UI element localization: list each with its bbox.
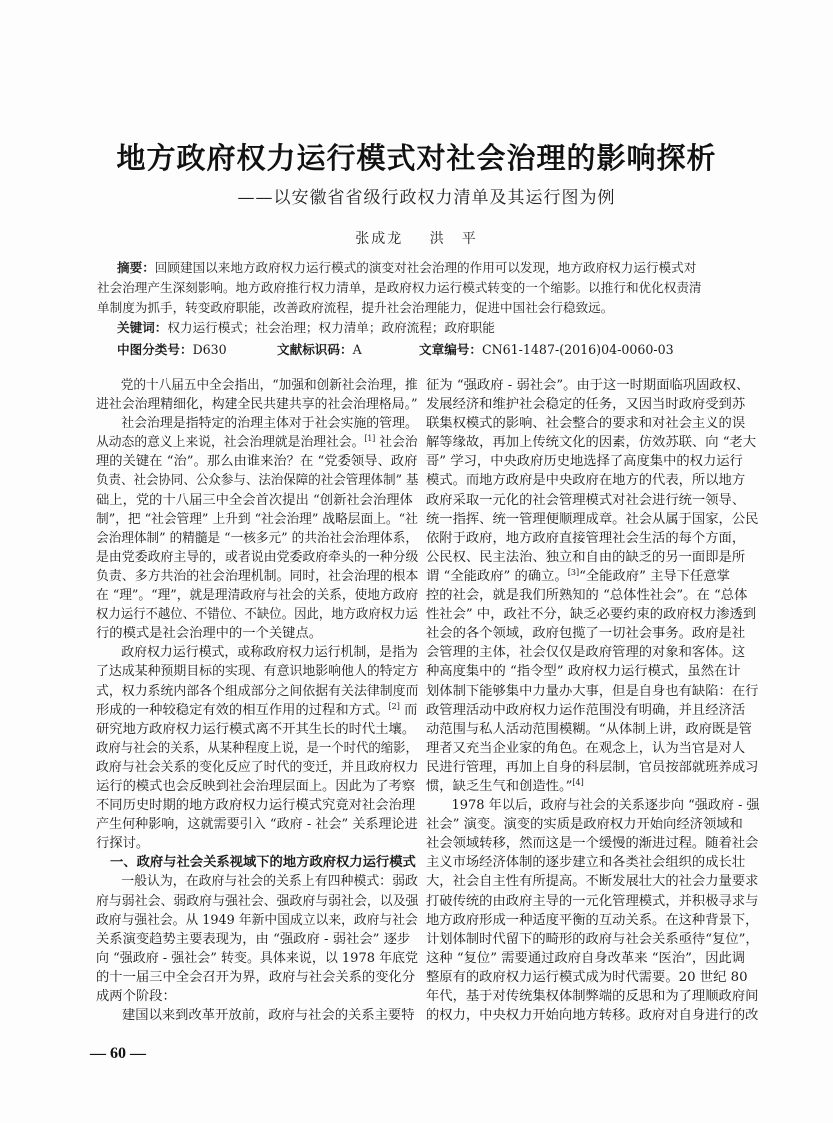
document-code xyxy=(277,340,362,360)
article-no-label: 文章编号： xyxy=(419,342,482,357)
line-text: 解等缘故，再加上传统文化的因素，仿效苏联、向 “老大 xyxy=(426,435,757,451)
line-text: 负责、多方共治的社会治理机制。同时，社会治理的根本 xyxy=(96,568,419,584)
line-text: 模式。而地方政府是中央政府在地方的代表，所以地方 xyxy=(426,473,746,489)
body-line xyxy=(426,452,760,471)
body-line xyxy=(96,720,418,739)
body-line xyxy=(96,548,419,567)
line-text: 行的模式是社会治理中的一个关键点。 xyxy=(96,626,323,642)
abstract-label: 摘要： xyxy=(117,260,155,275)
body-line xyxy=(96,796,418,815)
body-line xyxy=(96,510,418,529)
page-number: — 60 — xyxy=(90,1045,146,1062)
line-text: 统一指挥、统一管理便顺理成章。社会从属于国家，公民 xyxy=(426,511,759,527)
keywords-label: 关键词： xyxy=(117,320,168,335)
body-line xyxy=(426,739,760,758)
body-line xyxy=(426,586,760,605)
line-text: 性社会” 中，政社不分，缺乏必要约束的政府权力渗透到 xyxy=(426,607,757,623)
line-text-after-ref: 社会治 xyxy=(375,435,418,451)
abstract-text: 回顾建国以来地方政府权力运行模式的演变对社会治理的作用可以发现，地方政府权力运行模式对 xyxy=(154,260,697,275)
body-line xyxy=(96,701,418,720)
body-line xyxy=(96,777,418,796)
line-text: 公民权、民主法治、独立和自由的缺乏的另一面即是所 xyxy=(426,549,746,565)
author-name: 洪 平 xyxy=(429,231,478,247)
clc-value: D630 xyxy=(192,342,227,357)
line-text: 从动态的意义上来说，社会治理就是治理社会。 xyxy=(96,435,365,451)
line-text: 府与弱社会、弱政府与强社会、强政府与弱社会，以及强 xyxy=(96,893,419,909)
line-text: 民进行管理，再加上自身的科层制，官员按部就班养成习 xyxy=(426,759,759,775)
body-line xyxy=(96,471,419,490)
body-line xyxy=(426,510,760,529)
body-line xyxy=(96,624,418,643)
body-line xyxy=(96,662,419,681)
classification-row xyxy=(117,340,757,360)
body-line xyxy=(96,643,418,662)
citation-ref: [1] xyxy=(364,434,376,444)
body-line xyxy=(426,682,760,701)
body-line xyxy=(426,605,760,624)
body-line xyxy=(96,758,419,777)
body-column-right xyxy=(426,376,760,1025)
body-line xyxy=(426,853,760,872)
abstract xyxy=(97,258,747,338)
body-line xyxy=(96,815,418,834)
body-line xyxy=(426,567,760,586)
line-text: 产生何种影响，这就需要引入 “政府 - 社会” 关系理论进 xyxy=(96,817,418,833)
line-text: 会治理体制” 的精髓是 “一核多元” 的共治社会治理体系， xyxy=(96,530,418,546)
body-line xyxy=(426,930,760,949)
body-line xyxy=(96,567,419,586)
doc-code-label: 文献标识码： xyxy=(277,342,353,357)
body-line xyxy=(96,968,418,987)
line-text: 成两个阶段： xyxy=(96,989,176,1004)
line-text: 依附于政府，地方政府直接管理社会生活的每个方面， xyxy=(426,530,746,546)
line-text: 惯，缺乏生气和创造性。” xyxy=(426,778,573,794)
body-line xyxy=(426,796,760,815)
keywords xyxy=(97,318,747,338)
body-line xyxy=(96,1006,418,1025)
body-line xyxy=(426,433,760,452)
doc-code-value: A xyxy=(352,342,362,357)
line-text: 种高度集中的 “指令型” 政府权力运行模式，虽然在计 xyxy=(426,664,741,680)
body-line xyxy=(426,987,760,1006)
line-text: 关系演变趋势主要表现为，由 “强政府 - 弱社会” 逐步 xyxy=(96,931,411,947)
body-line xyxy=(426,414,760,433)
line-text: 政管理活动中政府权力运作范围没有明确，并且经济活 xyxy=(426,702,746,718)
citation-ref: [4] xyxy=(572,777,584,787)
body-line xyxy=(426,548,760,567)
body-line xyxy=(426,834,760,853)
body-line xyxy=(426,777,760,796)
body-line xyxy=(96,872,418,891)
body-line xyxy=(426,758,760,777)
line-text: 权力运行不越位、不错位、不缺位。因此，地方政府权力运 xyxy=(96,607,418,623)
body-line xyxy=(96,491,418,510)
article-no-value: CN61-1487-(2016)04-0060-03 xyxy=(481,342,674,357)
body-line xyxy=(96,586,419,605)
line-text: 社会的各个领域，政府包揽了一切社会事务。政府是社 xyxy=(426,626,746,642)
line-text: 社会” 演变。演变的实质是政府权力开始向经济领域和 xyxy=(426,817,743,833)
body-line xyxy=(96,911,418,930)
line-text: 形成的一种较稳定有效的相互作用的过程和方式。 xyxy=(96,702,389,718)
line-text: 计划体制时代留下的畸形的政府与社会关系亟待“复位”， xyxy=(426,931,759,947)
body-line xyxy=(426,911,760,930)
line-text: 整原有的政府权力运行模式成为时代需要。20 世纪 80 xyxy=(426,969,748,985)
line-text: 了达成某种预期目标的实现、有意识地影响他人的特定方 xyxy=(96,664,419,680)
body-line xyxy=(426,968,760,987)
body-column-left xyxy=(96,376,418,1025)
body-line xyxy=(96,739,418,758)
authors xyxy=(0,228,833,250)
article-title: 地方政府权力运行模式对社会治理的影响探析 xyxy=(116,141,717,175)
line-text: 1978 年以后，政府与社会的关系逐步向 “强政府 - 强 xyxy=(451,798,760,814)
body-line xyxy=(426,815,760,834)
body-line xyxy=(96,682,419,701)
line-text: 政府与社会关系的变化反应了时代的变迁，并且政府权力 xyxy=(96,759,419,775)
citation-ref: [2] xyxy=(388,701,400,711)
body-line xyxy=(96,433,418,452)
body-line xyxy=(426,491,760,510)
author-name: 张成龙 xyxy=(355,231,404,247)
line-text: 行探讨。 xyxy=(96,836,150,852)
line-text: 政府与强社会。从 1949 年新中国成立以来，政府与社会 xyxy=(96,912,418,928)
line-text: 社会治理是指特定的治理主体对于社会实施的管理。 xyxy=(121,416,418,432)
body-line xyxy=(426,643,760,662)
line-text: 谓 “全能政府” 的确立。 xyxy=(426,568,568,584)
body-line xyxy=(96,529,418,548)
body-line xyxy=(426,720,760,739)
line-text: 理的关键在 “治”。那么由谁来治？在 “党委领导、政府 xyxy=(96,454,418,470)
body-line xyxy=(426,624,760,643)
abstract-line xyxy=(97,258,747,278)
line-text: 动范围与私人活动范围模糊。“从体制上讲，政府既是管 xyxy=(426,721,752,737)
line-text: 向 “强政府 - 强社会” 转变。具体来说，以 1978 年底党 xyxy=(96,950,419,966)
body-line xyxy=(96,605,418,624)
abstract-line: 单制度为抓手，转变政府职能，改善政府流程，提升社会治理能力，促进中国社会行稳致远。 xyxy=(97,300,614,315)
line-text: 制”，把 “社会管理” 上升到 “社会治理” 战略层面上。“社 xyxy=(96,511,418,527)
line-text: 在 “理”。“理”，就是理清政府与社会的关系，使地方政府 xyxy=(96,588,419,604)
body-line xyxy=(426,529,760,548)
body-line xyxy=(96,452,418,471)
line-text: 进社会治理精细化，构建全民共建共享的社会治理格局。” xyxy=(96,397,418,413)
body-line xyxy=(96,949,419,968)
line-text: 础上，党的十八届三中全会首次提出 “创新社会治理体 xyxy=(96,492,413,508)
body-line xyxy=(426,1006,760,1025)
line-text: 研究地方政府权力运行模式离不开其生长的时代土壤。 xyxy=(96,721,416,737)
line-text: 哥” 学习，中央政府历史地选择了高度集中的权力运行 xyxy=(426,454,743,470)
line-text: 建国以来到改革开放前，政府与社会的关系主要特 xyxy=(122,1008,415,1024)
line-text: 式，权力系统内部各个组成部分之间依据有关法律制度而 xyxy=(96,683,419,699)
section-heading xyxy=(96,853,418,872)
line-text-after-ref: 而 xyxy=(399,702,418,718)
line-text: 党的十八届五中全会指出，“加强和创新社会治理，推 xyxy=(120,378,418,393)
keywords-value: 权力运行模式；社会治理；权力清单；政府流程；政府职能 xyxy=(167,320,495,335)
line-text: 运行的模式也会反映到社会治理层面上。因此为了考察 xyxy=(96,778,416,794)
line-text: 政府权力运行模式，或称政府权力运行机制，是指为 xyxy=(121,645,418,661)
body-line xyxy=(96,414,418,433)
line-text: 政府采取一元化的社会管理模式对社会进行统一领导、 xyxy=(426,492,746,508)
line-text: 政府与社会的关系，从某种程度上说，是一个时代的缩影， xyxy=(96,740,418,756)
line-text: 大，社会自主性有所提高。不断发展壮大的社会力量要求 xyxy=(426,874,759,890)
line-text: 会管理的主体，社会仅仅是政府管理的对象和客体。这 xyxy=(426,645,746,661)
line-text: 征为 “强政府 - 弱社会”。由于这一时期面临巩固政权、 xyxy=(426,378,750,393)
line-text: 打破传统的由政府主导的一元化管理模式，并积极寻求与 xyxy=(426,893,759,909)
line-text: 的十一届三中全会召开为界，政府与社会关系的变化分 xyxy=(96,969,416,985)
line-text: 一般认为，在政府与社会的关系上有四种模式：弱政 xyxy=(121,874,418,890)
line-text: 发展经济和维护社会稳定的任务，又因当时政府受到苏 xyxy=(426,397,746,413)
line-text: 这种 “复位” 需要通过政府自身改革来 “医治”，因此调 xyxy=(426,950,746,966)
clc-label: 中图分类号： xyxy=(117,342,193,357)
body-line xyxy=(96,892,419,911)
line-text: 联集权模式的影响、社会整合的要求和对社会主义的误 xyxy=(426,416,746,432)
body-line xyxy=(426,662,760,681)
body-line xyxy=(96,376,418,395)
body-line xyxy=(426,376,760,395)
abstract-line: 社会治理产生深刻影响。地方政府推行权力清单，是政府权力运行模式转变的一个缩影。以推行和优化权责清 xyxy=(97,280,702,295)
line-text: 一、政府与社会关系视域下的地方政府权力运行模式 xyxy=(110,855,416,871)
body-line xyxy=(426,949,760,968)
article-subtitle: ——以安徽省省级行政权力清单及其运行图为例 xyxy=(237,188,616,208)
line-text: 不同历史时期的地方政府权力运行模式究竟对社会治理 xyxy=(96,798,416,814)
line-text-after-ref: “全能政府” 主导下任意掌 xyxy=(579,568,730,584)
line-text: 划体制下能够集中力量办大事，但是自身也有缺陷：在行 xyxy=(426,683,759,699)
line-text: 年代，基于对传统集权体制弊端的反思和为了理顺政府间 xyxy=(426,989,759,1004)
body-line xyxy=(426,701,760,720)
body-line xyxy=(426,471,760,490)
line-text: 理者又充当企业家的角色。在观念上，认为当官是对人 xyxy=(426,740,746,756)
citation-ref: [3] xyxy=(567,567,580,577)
body-line xyxy=(426,872,760,891)
line-text: 地方政府形成一种适度平衡的互动关系。在这种背景下， xyxy=(426,912,759,928)
body-line xyxy=(96,987,418,1006)
body-line xyxy=(96,395,418,414)
body-line xyxy=(426,395,760,414)
article-number xyxy=(419,340,674,360)
line-text: 主义市场经济体制的逐步建立和各类社会组织的成长壮 xyxy=(426,855,746,871)
line-text: 负责、社会协同、公众参与、法治保障的社会管理体制” 基 xyxy=(96,473,419,489)
line-text: 的权力，中央权力开始向地方转移。政府对自身进行的改 xyxy=(426,1008,759,1024)
body-line xyxy=(96,834,418,853)
line-text: 控的社会，就是我们所熟知的 “总体性社会”。在 “总体 xyxy=(426,588,748,604)
clc-number xyxy=(117,340,227,360)
line-text: 是由党委政府主导的，或者说由党委政府牵头的一种分级 xyxy=(96,549,419,565)
line-text: 社会领域转移，然而这是一个缓慢的渐进过程。随着社会 xyxy=(426,836,759,852)
body-line xyxy=(96,930,418,949)
body-line xyxy=(426,892,760,911)
